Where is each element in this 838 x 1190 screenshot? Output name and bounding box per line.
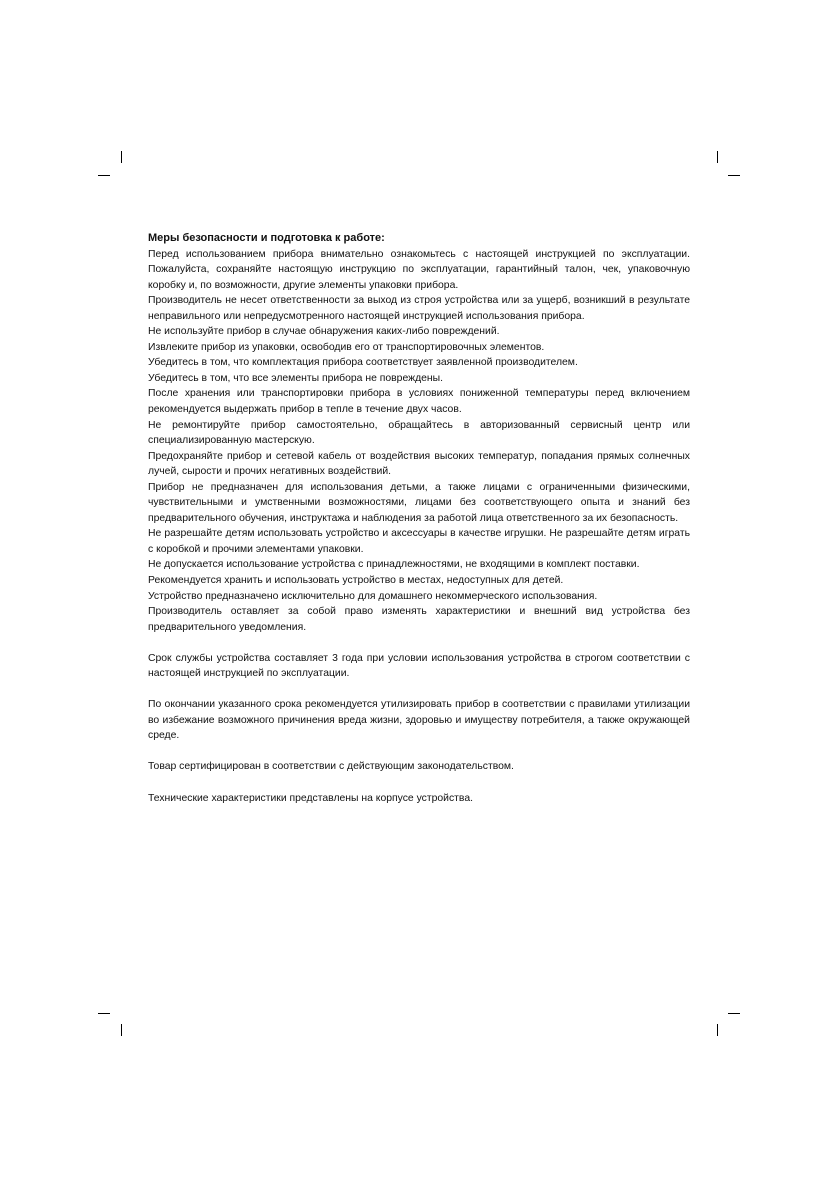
- crop-mark-top-left-vertical: [121, 151, 122, 163]
- safety-heading: Меры безопасности и подготовка к работе:: [148, 232, 385, 244]
- safety-paragraph: Рекомендуется хранить и использовать устройство в местах, недоступных для детей.: [148, 575, 564, 587]
- safety-paragraph: Производитель оставляет за собой право изменять характеристики и внешний вид устройства без предварительного уведомления.: [148, 606, 690, 633]
- safety-paragraph: Прибор не предназначен для использования детьми, а также лицами с ограниченными физическими, чувствительными и умственными возможностями, лицами без соответствующего опыта и знаний без предварительного обучения, инструктажа и наблюдения за работой лица ответственного за их безопасность.: [148, 481, 690, 524]
- crop-mark-bottom-right-vertical: [717, 1024, 718, 1036]
- safety-paragraph: Убедитесь в том, что все элементы прибора не повреждены.: [148, 372, 444, 384]
- safety-paragraph: После хранения или транспортировки прибора в условиях пониженной температуры перед включением рекомендуется выдержать прибор в тепле в течение двух часов.: [148, 388, 690, 416]
- safety-paragraph: Не ремонтируйте прибор самостоятельно, обращайтесь в авторизованный сервисный центр или специализированную мастерскую.: [148, 419, 690, 447]
- specs-paragraph: Технические характеристики представлены на корпусе устройства.: [148, 792, 473, 804]
- safety-paragraph: Перед использованием прибора внимательно ознакомьтесь с настоящей инструкцией по эксплуатации. Пожалуйста, сохраняйте настоящую инструкцию по эксплуатации, гарантийный талон, чек, упаковочную коробку и, по возможности, другие элементы упаковки прибора.: [148, 248, 690, 291]
- document-body: [148, 231, 690, 806]
- safety-paragraph: Не допускается использование устройства с принадлежностями, не входящими в комплект поставки.: [148, 559, 640, 571]
- crop-mark-top-left-horizontal: [98, 175, 110, 176]
- disposal-paragraph: По окончании указанного срока рекомендуется утилизировать прибор в соответствии с правилами утилизации во избежание возможного причинения вреда жизни, здоровью и имуществу потребителя, а также окружающей среде.: [148, 699, 690, 742]
- safety-paragraph: Не используйте прибор в случае обнаружения каких-либо повреждений.: [148, 326, 500, 338]
- safety-paragraph: Не разрешайте детям использовать устройство и аксессуары в качестве игрушки. Не разрешайте детям играть с коробкой и прочими элементами упаковки.: [148, 528, 690, 555]
- safety-paragraph: Устройство предназначено исключительно для домашнего некоммерческого использования.: [148, 590, 598, 602]
- crop-mark-bottom-right-horizontal: [728, 1013, 740, 1014]
- certification-paragraph: Товар сертифицирован в соответствии с действующим законодательством.: [148, 761, 514, 773]
- safety-section: [148, 247, 690, 807]
- crop-mark-bottom-left-horizontal: [98, 1013, 110, 1014]
- safety-paragraph: Убедитесь в том, что комплектация прибора соответствует заявленной производителем.: [148, 357, 578, 369]
- service-life-paragraph: Срок службы устройства составляет 3 года при условии использования устройства в строгом соответствии с настоящей инструкцией по эксплуатации.: [148, 652, 690, 680]
- safety-paragraph: Производитель не несет ответственности за выход из строя устройства или за ущерб, возникший в результате неправильного или непредусмотренного настоящей инструкцией использования прибора.: [148, 295, 690, 322]
- crop-mark-top-right-horizontal: [728, 175, 740, 176]
- crop-mark-bottom-left-vertical: [121, 1024, 122, 1036]
- safety-paragraph: Извлеките прибор из упаковки, освободив его от транспортировочных элементов.: [148, 341, 545, 353]
- crop-mark-top-right-vertical: [717, 151, 718, 163]
- safety-paragraph: Предохраняйте прибор и сетевой кабель от воздействия высоких температур, попадания прямых солнечных лучей, сырости и прочих негативных воздействий.: [148, 450, 690, 478]
